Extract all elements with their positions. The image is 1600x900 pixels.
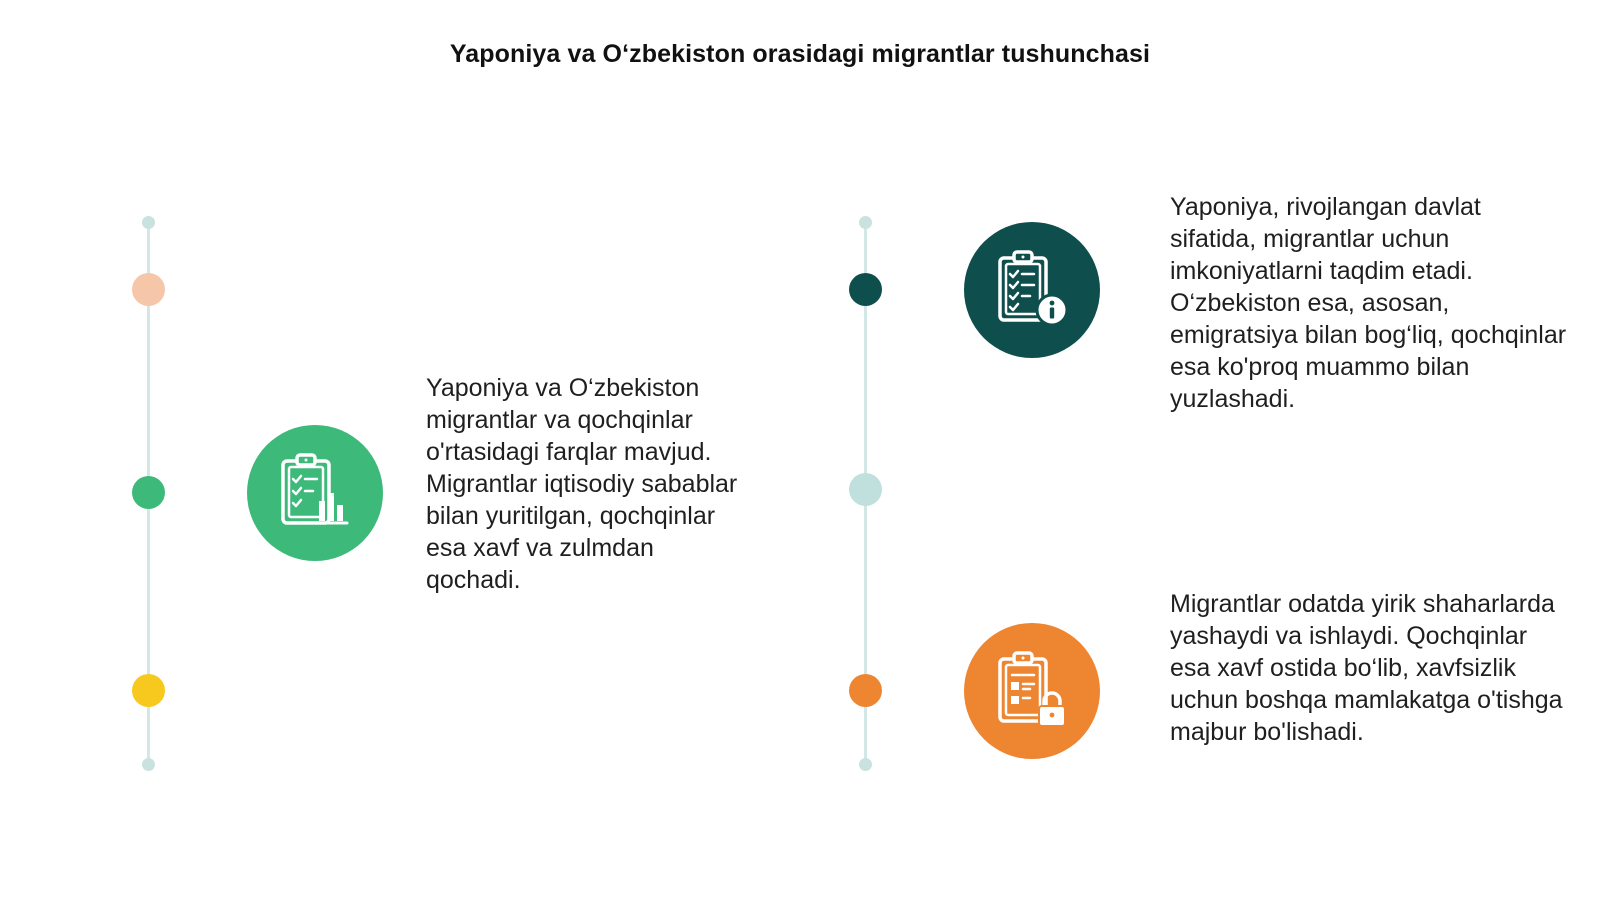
timeline-cap-bottom <box>142 758 155 771</box>
timeline-right <box>845 0 885 900</box>
timeline-dot-green <box>132 476 165 509</box>
timeline-cap-bottom <box>859 758 872 771</box>
clipboard-chart-icon <box>273 451 357 535</box>
timeline-dot-peach <box>132 273 165 306</box>
timeline-dot-orange <box>849 674 882 707</box>
timeline-dot-teal <box>849 273 882 306</box>
page-title: Yaponiya va O‘zbekiston orasidagi migrantlar tushunchasi <box>449 40 1151 68</box>
item-2-icon-circle <box>964 222 1100 358</box>
clipboard-info-icon <box>990 248 1074 332</box>
item-3-text: Migrantlar odatda yirik shaharlarda yashaydi va ishlaydi. Qochqinlar esa xavf ostida bo‘lib, xavfsizlik uchun boshqa mamlakatga o'tishga majbur bo'lishadi. <box>1170 590 1563 746</box>
item-1-text: Yaponiya va O‘zbekiston migrantlar va qochqinlar o'rtasidagi farqlar mavjud. Migrantlar iqtisodiy sabablar bilan yuritilgan, qochqinlar esa xavf va zulmdan qochadi. <box>426 374 738 594</box>
timeline-cap-top <box>142 216 155 229</box>
clipboard-lock-icon <box>990 649 1074 733</box>
item-1-icon-circle <box>247 425 383 561</box>
item-2-text: Yaponiya, rivojlangan davlat sifatida, migrantlar uchun imkoniyatlarni taqdim etadi. O‘zbekiston esa, asosan, emigratsiya bilan bog‘liq, qochqinlar esa ko'proq muammo bilan yuzlashadi. <box>1170 193 1567 413</box>
timeline-cap-top <box>859 216 872 229</box>
timeline-dot-yellow <box>132 674 165 707</box>
item-3-icon-circle <box>964 623 1100 759</box>
timeline-dot-mint <box>849 473 882 506</box>
timeline-left <box>128 0 168 900</box>
